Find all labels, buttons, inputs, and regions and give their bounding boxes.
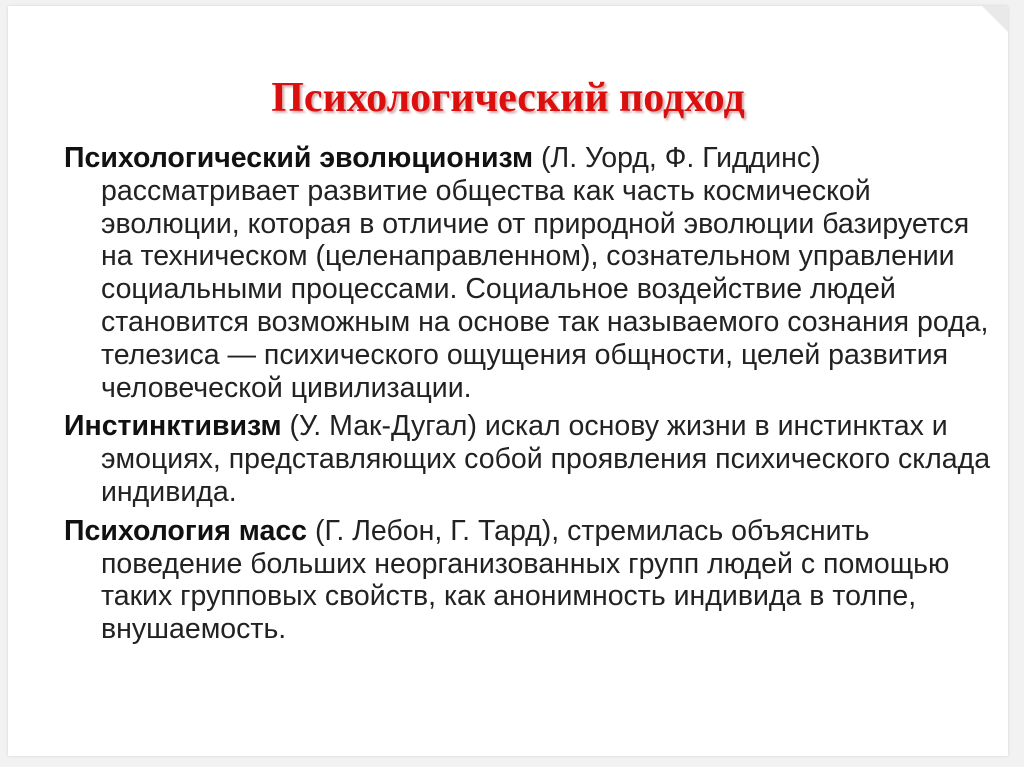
term-mass-psychology: Психология масс xyxy=(64,514,308,547)
paragraph-instinctivism xyxy=(64,410,994,508)
slide-title: Психологический подход xyxy=(271,75,745,121)
paragraph-text: (Л. Уорд, Ф. Гиддинс) рассматривает развитие общества как часть космической эволюции, которая в отличие от природной эволюции базируется на техническом (целенаправленном), сознательном управлении социальными процессами. Социальное воздействие людей становится возможным на основе так называемого сознания рода, телезиса — психического ощущения общности, целей развития человеческой цивилизации. xyxy=(101,142,989,404)
page-corner-fold xyxy=(982,6,1008,32)
paragraph-text: (Г. Лебон, Г. Тард), стремилась объяснить поведение больших неорганизованных групп людей с помощью таких групповых свойств, как анонимность индивида в толпе, внушаемость. xyxy=(101,514,950,646)
paragraph-psychological-evolutionism xyxy=(64,142,994,404)
term-psychological-evolutionism: Психологический эволюционизм xyxy=(64,142,534,174)
paragraph-mass-psychology xyxy=(64,515,994,646)
term-instinctivism: Инстинктивизм xyxy=(64,410,282,443)
slide-body xyxy=(64,142,994,652)
slide xyxy=(8,6,1008,756)
paragraph-text: (У. Мак-Дугал) искал основу жизни в инстинктах и эмоциях, представляющих собой проявления психического склада индивида. xyxy=(101,410,991,508)
